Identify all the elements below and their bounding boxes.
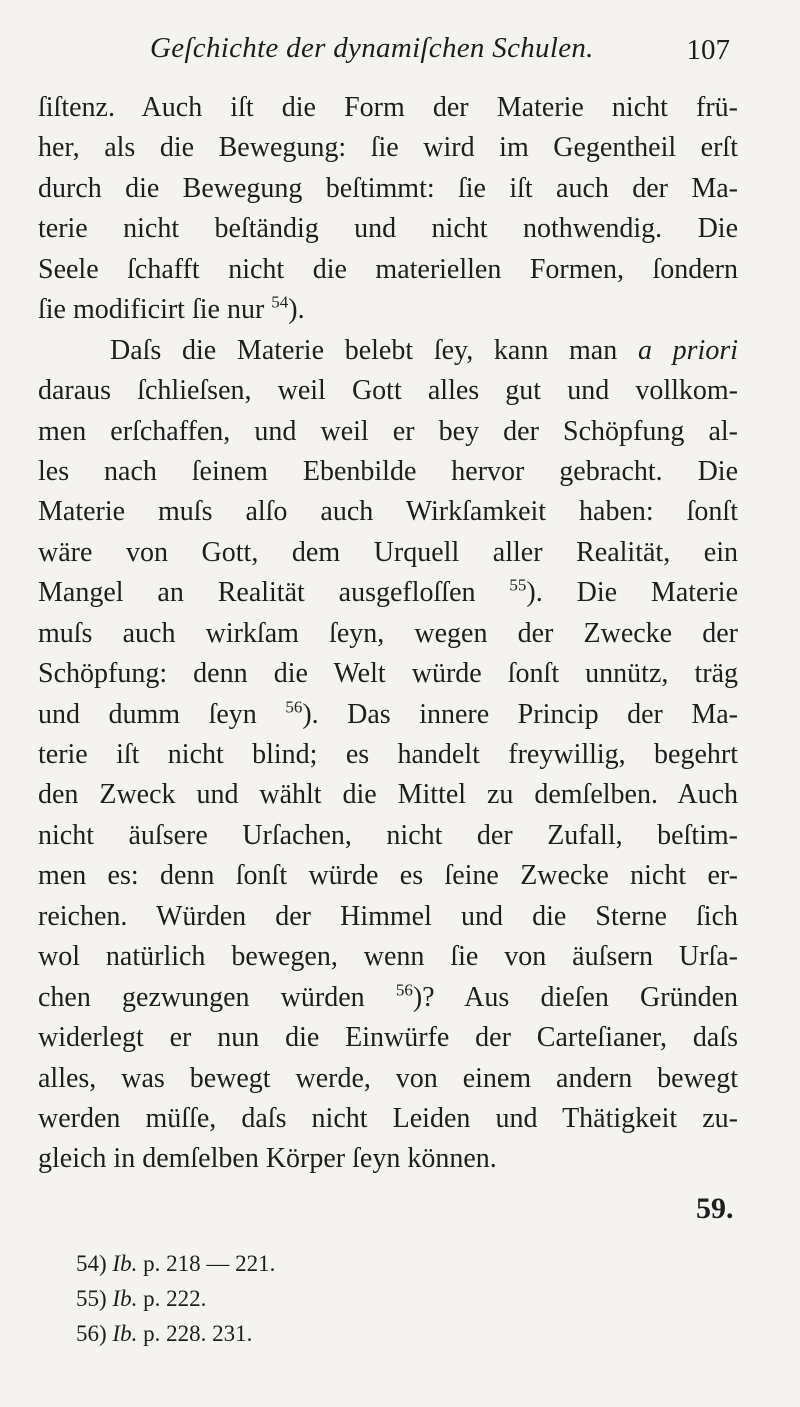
text-line xyxy=(38,1099,738,1139)
text-line xyxy=(38,978,738,1018)
line-text: ). Die Materie xyxy=(526,577,738,609)
line-text: ſiſtenz. Auch iſt die Form der Materie nicht frü- xyxy=(38,92,738,123)
line-text: durch die Bewegung beſtimmt: ſie iſt auch der Ma- xyxy=(38,172,738,204)
line-text: ). Das innere Princip der Ma- xyxy=(302,698,738,730)
line-text: nicht äuſsere Urſachen, nicht der Zufall, beſtim- xyxy=(38,819,738,851)
footnote-pages: p. 218 — 221. xyxy=(143,1251,276,1276)
footnotes xyxy=(76,1246,476,1351)
line-text: Daſs die Materie belebt ſey, kann man xyxy=(110,334,618,366)
line-text: reichen. Würden der Himmel und die Sterne ſich xyxy=(38,900,738,932)
text-line xyxy=(38,695,738,735)
footnote-ref: 55 xyxy=(509,575,527,595)
text-line xyxy=(38,614,738,654)
line-text: Mangel an Realität ausgefloſſen xyxy=(38,577,476,609)
text-line xyxy=(38,290,738,330)
text-line xyxy=(38,209,738,249)
text-line xyxy=(38,937,738,977)
line-text: gleich in demſelben Körper ſeyn können. xyxy=(38,1143,497,1175)
footnote-pages: p. 222. xyxy=(143,1286,207,1311)
text-line xyxy=(38,654,738,694)
text-line xyxy=(38,573,738,613)
line-text: werden müſſe, daſs nicht Leiden und Thätigkeit zu- xyxy=(38,1102,738,1134)
footnote-number: 54) xyxy=(76,1251,107,1276)
line-text: Materie muſs alſo auch Wirkſamkeit haben: ſonſt xyxy=(38,496,738,528)
body-text xyxy=(38,88,738,1180)
text-line xyxy=(38,1018,738,1058)
text-line xyxy=(38,533,738,573)
text-line xyxy=(38,412,738,452)
text-line xyxy=(38,897,738,937)
line-text: men erſchaffen, und weil er bey der Schöpfung al- xyxy=(38,415,738,447)
text-line xyxy=(38,735,738,775)
text-line xyxy=(38,128,738,168)
text-line xyxy=(38,1059,738,1099)
page-header xyxy=(140,32,740,76)
line-text: les nach ſeinem Ebenbilde hervor gebracht. Die xyxy=(38,455,738,487)
footnote-ref: 56 xyxy=(285,697,303,717)
text-line xyxy=(38,452,738,492)
footnote xyxy=(76,1281,476,1316)
line-text: den Zweck und wählt die Mittel zu demſelben. Auch xyxy=(38,779,738,811)
footnote-pages: p. 228. 231. xyxy=(143,1321,253,1346)
emphasis-text: a priori xyxy=(637,334,739,366)
text-line xyxy=(38,492,738,532)
line-text: alles, was bewegt werde, von einem andern bewegt xyxy=(38,1062,738,1094)
line-text: daraus ſchlieſsen, weil Gott alles gut und vollkom- xyxy=(38,375,738,407)
line-text: und dumm ſeyn xyxy=(38,698,257,730)
line-text: Seele ſchafft nicht die materiellen Formen, ſondern xyxy=(38,253,738,285)
line-text: widerlegt er nun die Einwürfe der Carteſianer, daſs xyxy=(38,1022,738,1054)
line-text: men es: denn ſonſt würde es ſeine Zwecke nicht er- xyxy=(38,860,738,892)
page-number: 107 xyxy=(686,34,730,66)
line-text: wäre von Gott, dem Urquell aller Realität, ein xyxy=(38,536,738,568)
text-line xyxy=(38,250,738,290)
line-text: her, als die Bewegung: ſie wird im Gegentheil erſt xyxy=(38,132,738,164)
line-text: )? Aus dieſen Gründen xyxy=(412,981,738,1013)
line-text: terie iſt nicht blind; es handelt freywillig, begehrt xyxy=(38,739,738,770)
footnote xyxy=(76,1316,476,1351)
text-line xyxy=(38,856,738,896)
footnote-ref-abbrev: Ib. xyxy=(112,1286,138,1311)
running-title: Geſchichte der dynamiſchen Schulen. xyxy=(150,32,594,64)
line-text: chen gezwungen würden xyxy=(38,981,365,1013)
text-line xyxy=(38,775,738,815)
line-text: Schöpfung: denn die Welt würde ſonſt unnütz, träg xyxy=(38,658,738,690)
line-text: wol natürlich bewegen, wenn ſie von äuſsern Urſa- xyxy=(38,941,738,973)
footnote-number: 55) xyxy=(76,1286,107,1311)
line-text: ). xyxy=(288,294,305,326)
text-line xyxy=(38,816,738,856)
line-text: ſie modificirt ſie nur xyxy=(38,294,265,326)
text-line xyxy=(38,331,738,371)
footnote-ref-abbrev: Ib. xyxy=(112,1251,138,1276)
line-text: muſs auch wirkſam ſeyn, wegen der Zwecke der xyxy=(38,617,738,649)
footnote xyxy=(76,1246,476,1281)
text-line xyxy=(38,169,738,209)
text-line xyxy=(38,1139,738,1179)
signature-mark: 59. xyxy=(696,1192,734,1225)
footnote-number: 56) xyxy=(76,1321,107,1346)
footnote-ref: 54 xyxy=(271,292,289,312)
text-line xyxy=(38,88,738,128)
footnote-ref: 56 xyxy=(395,980,413,1000)
footnote-ref-abbrev: Ib. xyxy=(112,1321,138,1346)
text-line xyxy=(38,371,738,411)
line-text: terie nicht beſtändig und nicht nothwendig. Die xyxy=(38,213,738,245)
